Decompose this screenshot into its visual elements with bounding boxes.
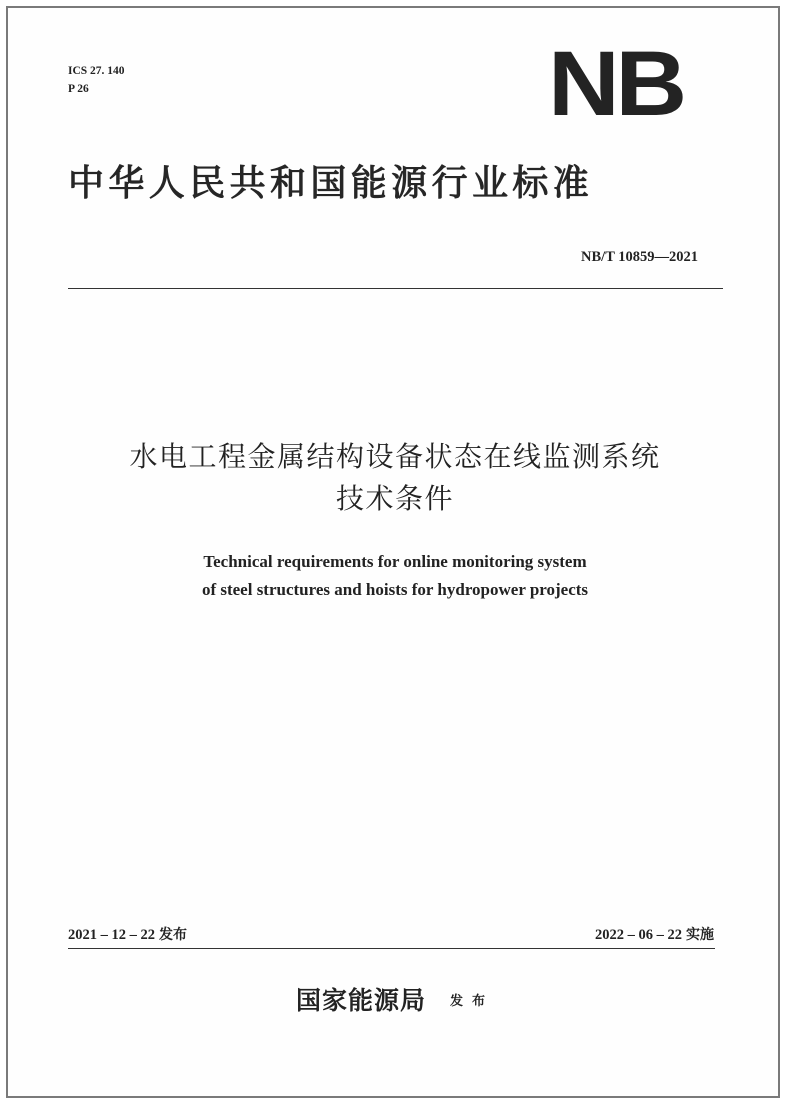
implementation-date-label: 实施 [686, 927, 714, 943]
top-divider [68, 288, 723, 289]
bottom-divider [68, 948, 715, 949]
standard-number: NB/T 10859—2021 [581, 249, 698, 265]
nb-logo: NB [548, 33, 683, 135]
issuer-name: 国家能源局 [295, 986, 426, 1015]
chinese-title [0, 436, 790, 520]
issuer [0, 981, 790, 1017]
issue-date-label: 发布 [159, 927, 187, 943]
issuer-action: 发布 [450, 993, 495, 1009]
english-title-line-1: Technical requirements for online monitoring system [203, 552, 587, 571]
issue-date-value: 2021 – 12 – 22 [68, 927, 155, 943]
chinese-title-line-2: 技术条件 [335, 482, 454, 515]
implementation-date [595, 924, 714, 944]
ccs-code: P 26 [68, 83, 89, 95]
english-title-line-2: of steel structures and hoists for hydropower projects [201, 580, 589, 599]
chinese-title-line-1: 水电工程金属结构设备状态在线监测系统 [129, 440, 661, 473]
english-title [0, 548, 790, 604]
ics-code: ICS 27. 140 [68, 65, 125, 77]
implementation-date-value: 2022 – 06 – 22 [595, 927, 682, 943]
issue-date [68, 924, 187, 944]
classification-codes [68, 62, 125, 98]
standard-category-title: 中华人民共和国能源行业标准 [68, 163, 594, 204]
